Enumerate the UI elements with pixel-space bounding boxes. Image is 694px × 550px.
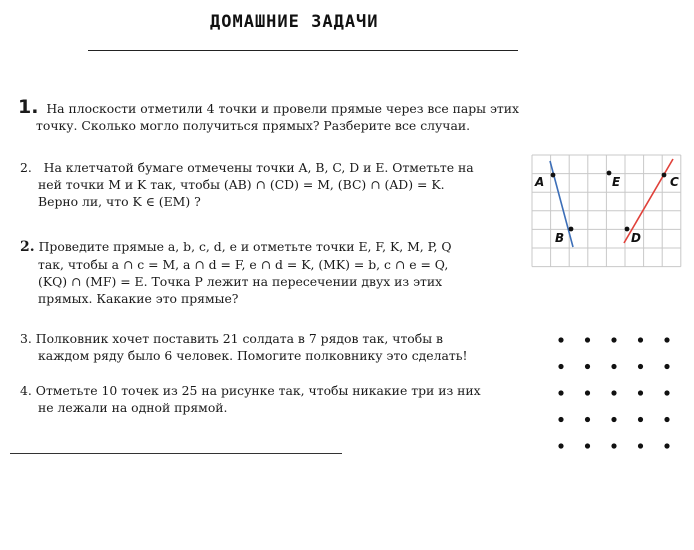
task-3-number: 3. — [20, 331, 32, 346]
grid-dot — [638, 390, 643, 395]
grid-dot — [585, 364, 590, 369]
label-b: B — [555, 231, 565, 245]
label-e: E — [612, 175, 621, 189]
task-2-line-3: Верно ли, что K ∈ (EM) ? — [38, 194, 201, 209]
task-2b — [20, 238, 452, 307]
grid-dot — [664, 337, 669, 342]
title-underline — [88, 50, 518, 51]
grid-lines — [532, 155, 681, 267]
label-a: A — [535, 175, 545, 189]
grid-dot — [558, 390, 563, 395]
grid-dot — [638, 417, 643, 422]
grid-dot — [585, 417, 590, 422]
grid-dot — [611, 337, 616, 342]
grid-dot — [558, 417, 563, 422]
task-1-line-1: На плоскости отметили 4 точки и провели прямые через все пары этих — [46, 101, 520, 116]
task-1 — [18, 96, 520, 134]
grid-dot — [558, 364, 563, 369]
task-4-line-2: не лежали на одной прямой. — [38, 400, 228, 415]
grid-dot — [558, 337, 563, 342]
grid-dot — [611, 364, 616, 369]
task-2b-number: 2. — [20, 239, 35, 255]
grid-dot — [664, 443, 669, 448]
grid-dot — [611, 417, 616, 422]
grid-figure — [530, 153, 692, 268]
task-1-line-2: точку. Сколько могло получиться прямых? Разберите все случаи. — [36, 118, 471, 133]
grid-dot — [611, 390, 616, 395]
grid-dot — [585, 443, 590, 448]
page-title: ДОМАШНИЕ ЗАДАЧИ — [210, 12, 379, 32]
grid-dot — [638, 337, 643, 342]
grid-dot — [664, 390, 669, 395]
label-d: D — [631, 231, 641, 245]
task-4-line-1: Отметьте 10 точек из 25 на рисунке так, чтобы никакие три из них — [35, 383, 481, 398]
grid-dot — [558, 443, 563, 448]
task-2-line-1: На клетчатой бумаге отмечены точки A, B, C, D и E. Отметьте на — [43, 160, 474, 175]
grid-dot — [638, 364, 643, 369]
task-2 — [20, 159, 474, 210]
task-3-line-2: каждом ряду было 6 человек. Помогите полковнику это сделать! — [38, 348, 468, 363]
task-2b-line-1: Проведите прямые a, b, c, d, e и отметьте точки E, F, K, M, P, Q — [38, 239, 452, 254]
task-2-number: 2. — [20, 160, 32, 175]
task-3 — [20, 330, 467, 364]
task-2b-line-2: так, чтобы a ∩ c = M, a ∩ d = F, e ∩ d = K, (MK) = b, c ∩ e = Q, — [38, 257, 449, 272]
task-2b-line-3: (KQ) ∩ (MF) = E. Точка P лежит на пересечении двух из этих — [38, 274, 443, 289]
grid-dot — [585, 390, 590, 395]
grid-dot — [664, 417, 669, 422]
dot-grid — [556, 335, 676, 455]
point-e — [607, 171, 612, 176]
task-3-line-1: Полковник хочет поставить 21 солдата в 7 рядов так, чтобы в — [35, 331, 444, 346]
grid-dot — [611, 443, 616, 448]
task-2b-line-4: прямых. Какакие это прямые? — [38, 291, 239, 306]
label-c: C — [670, 175, 679, 189]
grid-dot — [585, 337, 590, 342]
grid-dot — [664, 364, 669, 369]
task-1-number: 1. — [18, 96, 39, 118]
point-c — [662, 173, 667, 178]
task-4-number: 4. — [20, 383, 32, 398]
point-a — [551, 173, 556, 178]
point-d — [625, 227, 630, 232]
bottom-rule — [10, 453, 342, 454]
grid-dot — [638, 443, 643, 448]
task-2-line-2: ней точки M и K так, чтобы (AB) ∩ (CD) = M, (BC) ∩ (AD) = K. — [38, 177, 445, 192]
task-4 — [20, 382, 481, 416]
point-b — [569, 227, 574, 232]
